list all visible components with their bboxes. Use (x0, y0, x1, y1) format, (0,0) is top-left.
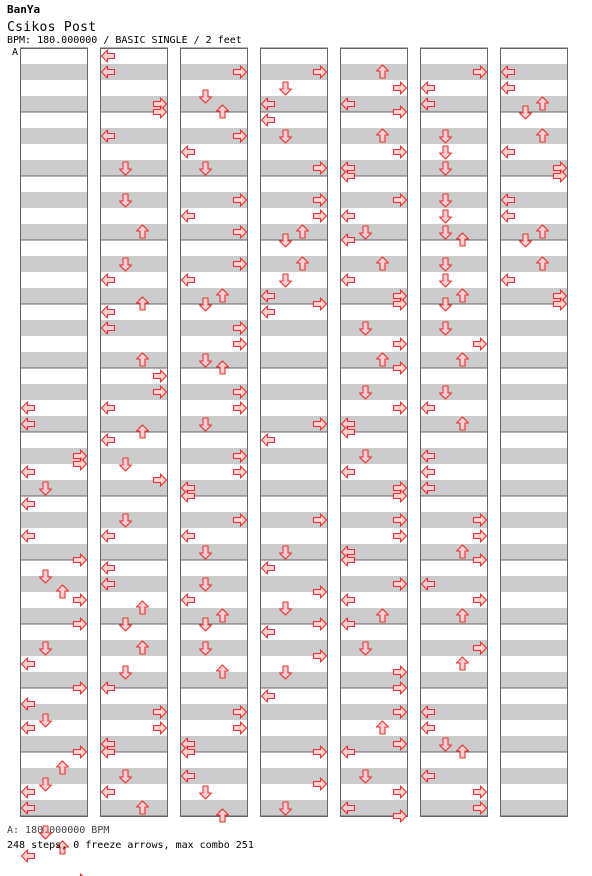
chart-column-3 (180, 48, 248, 822)
stripe-band (420, 392, 488, 400)
arrow-left-icon (102, 530, 115, 542)
chart-column-5 (340, 48, 408, 822)
stripe-band (260, 352, 328, 360)
stripe-band (340, 456, 408, 464)
stripe-band (500, 384, 568, 392)
arrow-right-icon (154, 722, 167, 734)
stripe-band (420, 296, 488, 304)
stripe-band (100, 448, 168, 456)
arrow-left-icon (22, 850, 35, 862)
stripe-band (500, 480, 568, 488)
arrow-left-icon (22, 402, 35, 414)
stripe-band (20, 544, 88, 552)
stripe-band (420, 608, 488, 616)
stripe-band (100, 360, 168, 368)
stripe-band (20, 64, 88, 72)
stripe-band (100, 424, 168, 432)
arrow-down-icon (200, 786, 212, 799)
stripe-band (500, 616, 568, 624)
stripe-band (500, 488, 568, 496)
arrow-left-icon (102, 434, 115, 446)
stripe-band (260, 224, 328, 232)
stripe-band (20, 232, 88, 240)
stripe-band (500, 736, 568, 744)
stripe-band (20, 352, 88, 360)
arrow-right-icon (474, 338, 487, 350)
stripe-band (420, 736, 488, 744)
stripe-band (20, 256, 88, 264)
stripe-band (180, 640, 248, 648)
stripe-band (100, 648, 168, 656)
stripe-band (20, 96, 88, 104)
arrow-left-icon (262, 690, 275, 702)
stripe-band (260, 640, 328, 648)
arrow-right-icon (474, 594, 487, 606)
stripe-band (20, 320, 88, 328)
stripe-band (340, 264, 408, 272)
stripe-band (260, 264, 328, 272)
stripe-band (100, 800, 168, 808)
stripe-band (100, 768, 168, 776)
stripe-band (420, 192, 488, 200)
arrow-left-icon (262, 626, 275, 638)
stripe-band (340, 776, 408, 784)
stripe-band (500, 352, 568, 360)
stripe-band (340, 768, 408, 776)
stripe-band (180, 544, 248, 552)
stripe-band (260, 544, 328, 552)
arrow-left-icon (102, 50, 115, 62)
chart-column-4 (260, 48, 328, 817)
stripe-band (500, 680, 568, 688)
stripe-band (420, 744, 488, 752)
arrow-left-icon (182, 146, 195, 158)
stripe-band (20, 488, 88, 496)
stripe-band (260, 736, 328, 744)
arrow-right-icon (474, 786, 487, 798)
stripe-band (20, 264, 88, 272)
stripe-band (500, 712, 568, 720)
stripe-band (20, 776, 88, 784)
stripe-band (100, 256, 168, 264)
arrow-left-icon (342, 466, 355, 478)
stripe-band (180, 616, 248, 624)
stripe-band (260, 256, 328, 264)
arrow-left-icon (502, 82, 515, 94)
stripe-band (500, 584, 568, 592)
stripe-band (20, 640, 88, 648)
stripe-band (20, 648, 88, 656)
arrow-right-icon (234, 722, 247, 734)
stripe-band (180, 576, 248, 584)
arrow-right-icon (394, 530, 407, 542)
stripe-band (340, 136, 408, 144)
arrow-right-icon (154, 370, 167, 382)
stripe-band (500, 640, 568, 648)
stripe-band (260, 456, 328, 464)
stripe-band (420, 232, 488, 240)
arrow-left-icon (422, 82, 435, 94)
stripe-band (340, 64, 408, 72)
arrow-left-icon (422, 722, 435, 734)
arrow-left-icon (102, 562, 115, 574)
stripe-band (340, 448, 408, 456)
stripe-band (420, 672, 488, 680)
stripe-band (500, 512, 568, 520)
arrow-left-icon (342, 274, 355, 286)
stripe-band (20, 392, 88, 400)
stripe-band (420, 680, 488, 688)
stripe-band (500, 608, 568, 616)
stripe-band (20, 672, 88, 680)
stripe-band (20, 576, 88, 584)
arrow-left-icon (182, 210, 195, 222)
stripe-band (100, 488, 168, 496)
stripe-band (100, 296, 168, 304)
stripe-band (100, 616, 168, 624)
stripe-band (420, 416, 488, 424)
arrow-left-icon (342, 210, 355, 222)
stripe-band (260, 392, 328, 400)
arrow-left-icon (102, 402, 115, 414)
stripe-band (500, 320, 568, 328)
arrow-left-icon (262, 114, 275, 126)
arrow-right-icon (234, 402, 247, 414)
stripe-band (100, 264, 168, 272)
stripe-band (420, 360, 488, 368)
stripe-band (260, 232, 328, 240)
stripe-band (20, 384, 88, 392)
stripe-band (500, 768, 568, 776)
chart-column-6 (420, 48, 488, 817)
stripe-band (500, 128, 568, 136)
stripe-band (100, 608, 168, 616)
stripe-band (260, 360, 328, 368)
footer-bpm: A: 180.000000 BPM (7, 825, 110, 836)
stripe-band (260, 576, 328, 584)
footer-stats: 248 steps, 0 freeze arrows, max combo 251 (7, 840, 254, 851)
stripe-band (20, 168, 88, 176)
stripe-band (100, 224, 168, 232)
stripe-band (100, 160, 168, 168)
arrow-left-icon (22, 530, 35, 542)
arrow-left-icon (502, 146, 515, 158)
stripe-band (260, 808, 328, 816)
arrow-right-icon (394, 402, 407, 414)
stripe-band (500, 224, 568, 232)
stripe-band (340, 320, 408, 328)
arrow-left-icon (262, 434, 275, 446)
stripe-band (260, 712, 328, 720)
stripe-band (500, 776, 568, 784)
stripe-band (260, 768, 328, 776)
stripe-band (500, 576, 568, 584)
stripe-band (260, 384, 328, 392)
arrow-left-icon (262, 306, 275, 318)
arrow-right-icon (74, 594, 87, 606)
stripe-band (20, 360, 88, 368)
arrow-right-icon (394, 338, 407, 350)
stripe-band (500, 448, 568, 456)
stripe-band (500, 360, 568, 368)
stripe-band (500, 256, 568, 264)
stripe-band (100, 808, 168, 816)
stripe-band (180, 680, 248, 688)
stripe-band (420, 256, 488, 264)
stripe-band (180, 552, 248, 560)
stripe-band (500, 800, 568, 808)
stripe-band (340, 648, 408, 656)
bpm-marker-label: A (12, 47, 19, 58)
stripe-band (340, 72, 408, 80)
arrow-left-icon (502, 210, 515, 222)
stripe-band (100, 544, 168, 552)
arrow-left-icon (22, 466, 35, 478)
stripe-band (180, 352, 248, 360)
arrow-left-icon (22, 498, 35, 510)
stripe-band (500, 104, 568, 112)
stripe-band (180, 296, 248, 304)
stripe-band (500, 552, 568, 560)
stripe-band (180, 416, 248, 424)
stripe-band (20, 480, 88, 488)
stripe-band (260, 800, 328, 808)
stripe-band (500, 520, 568, 528)
stripe-band (260, 552, 328, 560)
stripe-band (180, 96, 248, 104)
stripe-band (340, 328, 408, 336)
arrow-down-icon (440, 274, 452, 287)
stripe-band (420, 224, 488, 232)
stripe-band (260, 320, 328, 328)
stripe-band (100, 456, 168, 464)
stripe-band (500, 424, 568, 432)
stripe-band (500, 416, 568, 424)
stripe-band (340, 256, 408, 264)
stripe-band (20, 712, 88, 720)
stripe-band (420, 616, 488, 624)
arrow-left-icon (22, 658, 35, 670)
stripe-band (420, 424, 488, 432)
stripe-band (20, 520, 88, 528)
stripe-band (420, 384, 488, 392)
arrow-right-icon (234, 338, 247, 350)
stripe-band (100, 672, 168, 680)
chart-info: BPM: 180.000000 / BASIC SINGLE / 2 feet (7, 35, 242, 46)
arrow-right-icon (394, 82, 407, 94)
arrow-right-icon (314, 210, 327, 222)
arrow-right-icon (234, 466, 247, 478)
stripe-band (20, 736, 88, 744)
stripe-band (180, 168, 248, 176)
stripe-band (420, 200, 488, 208)
song-title: Csikos Post (7, 20, 97, 35)
stripe-band (500, 704, 568, 712)
artist-name: BanYa (7, 3, 41, 16)
stripe-band (500, 232, 568, 240)
stripe-band (100, 168, 168, 176)
stripe-band (340, 392, 408, 400)
stripe-band (340, 640, 408, 648)
stripe-band (260, 608, 328, 616)
stripe-band (180, 584, 248, 592)
stripe-band (500, 392, 568, 400)
stripe-band (20, 72, 88, 80)
arrow-up-icon (457, 657, 469, 670)
arrow-left-icon (22, 722, 35, 734)
stripe-band (20, 200, 88, 208)
stripe-band (100, 192, 168, 200)
stripe-band (260, 448, 328, 456)
stripe-band (100, 640, 168, 648)
stripe-band (180, 160, 248, 168)
stripe-band (420, 168, 488, 176)
stripe-band (20, 296, 88, 304)
stripe-band (100, 232, 168, 240)
arrow-right-icon (394, 146, 407, 158)
stripe-band (100, 512, 168, 520)
stripe-band (180, 808, 248, 816)
stripe-band (260, 704, 328, 712)
stripe-band (420, 288, 488, 296)
arrow-down-icon (440, 210, 452, 223)
stripe-band (180, 360, 248, 368)
stripe-band (420, 136, 488, 144)
stripe-band (260, 136, 328, 144)
stripe-band (180, 672, 248, 680)
stripe-band (20, 768, 88, 776)
arrow-left-icon (422, 402, 435, 414)
stripe-band (420, 264, 488, 272)
stripe-band (20, 224, 88, 232)
chart-column-7 (500, 48, 568, 817)
stripe-band (340, 352, 408, 360)
stripe-band (500, 672, 568, 680)
arrow-right-icon (474, 530, 487, 542)
stripe-band (180, 608, 248, 616)
stripe-band (260, 328, 328, 336)
arrow-left-icon (502, 274, 515, 286)
stripe-band (260, 128, 328, 136)
stripe-band (100, 352, 168, 360)
arrow-left-icon (22, 786, 35, 798)
stripe-band (20, 584, 88, 592)
arrow-left-icon (262, 562, 275, 574)
stripe-band (260, 480, 328, 488)
stripe-band (180, 424, 248, 432)
stripe-band (180, 104, 248, 112)
stripe-band (20, 512, 88, 520)
stripe-band (20, 192, 88, 200)
arrow-down-icon (440, 146, 452, 159)
stripe-band (500, 648, 568, 656)
stripe-band (180, 800, 248, 808)
arrow-right-icon (394, 786, 407, 798)
stripe-band (500, 808, 568, 816)
arrow-left-icon (102, 786, 115, 798)
stripe-band (260, 488, 328, 496)
stripe-band (260, 680, 328, 688)
stripe-band (340, 224, 408, 232)
stripe-band (100, 520, 168, 528)
stripe-band (500, 328, 568, 336)
stripe-band (20, 328, 88, 336)
arrow-down-icon (280, 274, 292, 287)
stripe-band (180, 288, 248, 296)
stripe-band (420, 544, 488, 552)
stripe-band (500, 744, 568, 752)
arrow-up-icon (377, 721, 389, 734)
stripe-band (20, 136, 88, 144)
stripe-band (100, 200, 168, 208)
stripe-band (100, 552, 168, 560)
chart-column-1 (20, 48, 88, 876)
stripe-band (180, 648, 248, 656)
stripe-band (340, 608, 408, 616)
stripe-band (500, 264, 568, 272)
stripe-band (500, 96, 568, 104)
stripe-band (500, 544, 568, 552)
arrow-left-icon (102, 274, 115, 286)
arrow-left-icon (182, 594, 195, 606)
stripe-band (420, 320, 488, 328)
stripe-band (100, 288, 168, 296)
stripe-band (20, 608, 88, 616)
stripe-band (340, 384, 408, 392)
stripe-band (20, 128, 88, 136)
stripe-band (420, 328, 488, 336)
arrow-left-icon (102, 306, 115, 318)
stripe-band (20, 288, 88, 296)
arrow-left-icon (182, 530, 195, 542)
stripe-band (100, 416, 168, 424)
stripe-band (260, 672, 328, 680)
arrow-left-icon (342, 594, 355, 606)
stripe-band (340, 128, 408, 136)
stripe-band (500, 456, 568, 464)
stripe-band (500, 136, 568, 144)
arrow-left-icon (182, 274, 195, 286)
stripe-band (20, 160, 88, 168)
stripe-band (420, 352, 488, 360)
arrow-left-icon (422, 466, 435, 478)
stripe-band (420, 128, 488, 136)
stripe-band (420, 160, 488, 168)
chart-column-2 (100, 48, 168, 817)
stripe-band (20, 104, 88, 112)
arrow-down-icon (280, 82, 292, 95)
stripe-band (100, 776, 168, 784)
